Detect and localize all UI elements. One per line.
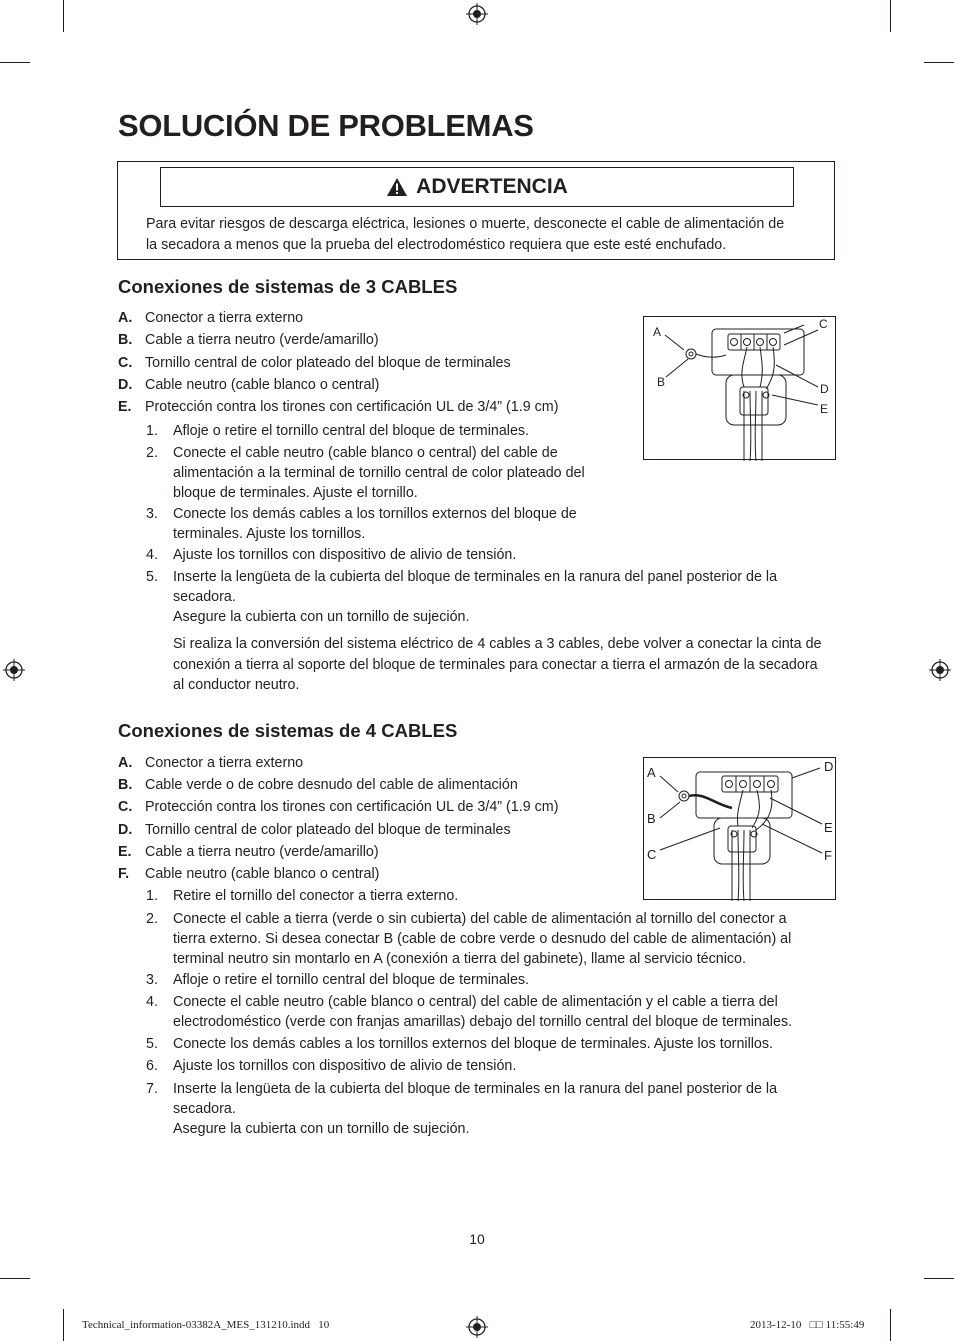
registration-mark-icon: [466, 3, 488, 25]
crop-mark: [890, 1309, 891, 1341]
callout-label: D: [824, 759, 834, 774]
warning-triangle-icon: [386, 177, 408, 197]
registration-mark-icon: [929, 659, 951, 681]
footer-timestamp: 2013-12-10 □□ 11:55:49: [750, 1319, 865, 1331]
three-wire-diagram-drawing: [644, 317, 837, 461]
page-title: SOLUCIÓN DE PROBLEMAS: [118, 108, 534, 143]
callout-label: F: [824, 848, 832, 863]
conversion-note: Si realiza la conversión del sistema eléctrico de 4 cables a 3 cables, debe volver a conectar la cinta de conexión a tierra al soporte del bloque de terminales para conectar a tierra el armazón de la secadora al conductor neutro.: [173, 636, 822, 693]
crop-mark: [924, 1278, 954, 1279]
callout-label: B: [647, 811, 656, 826]
crop-mark: [0, 1278, 30, 1279]
warning-label: ADVERTENCIA: [416, 175, 568, 198]
callout-label: A: [647, 765, 656, 780]
callout-label: E: [824, 820, 833, 835]
warning-line: Para evitar riesgos de descarga eléctrica, lesiones o muerte, desconecte el cable de alimentación de: [146, 216, 785, 232]
crop-mark: [63, 1309, 64, 1341]
three-wire-diagram: [643, 316, 836, 460]
three-wire-heading: Conexiones de sistemas de 3 CABLES: [118, 276, 458, 297]
page-number: 10: [469, 1231, 485, 1247]
four-wire-diagram-drawing: [644, 758, 837, 901]
warning-line: la secadora a menos que la prueba del electrodoméstico requiera que este esté enchufado.: [146, 237, 727, 253]
warning-box: [117, 161, 835, 260]
crop-mark: [890, 0, 891, 32]
callout-label: B: [657, 375, 666, 389]
warning-text: [146, 214, 816, 256]
registration-mark-icon: [466, 1316, 488, 1338]
four-wire-diagram: [643, 757, 836, 900]
callout-label: C: [647, 847, 657, 862]
registration-mark-icon: [3, 659, 25, 681]
footer-filename: Technical_information-03382A_MES_131210.indd 10: [82, 1319, 330, 1331]
callout-label: C: [819, 317, 828, 331]
crop-mark: [924, 62, 954, 63]
crop-mark: [0, 62, 30, 63]
callout-label: A: [653, 325, 662, 339]
callout-label: E: [820, 402, 829, 416]
warning-header: [160, 167, 794, 207]
four-wire-heading: Conexiones de sistemas de 4 CABLES: [118, 720, 458, 741]
callout-label: D: [820, 382, 829, 396]
crop-mark: [63, 0, 64, 32]
